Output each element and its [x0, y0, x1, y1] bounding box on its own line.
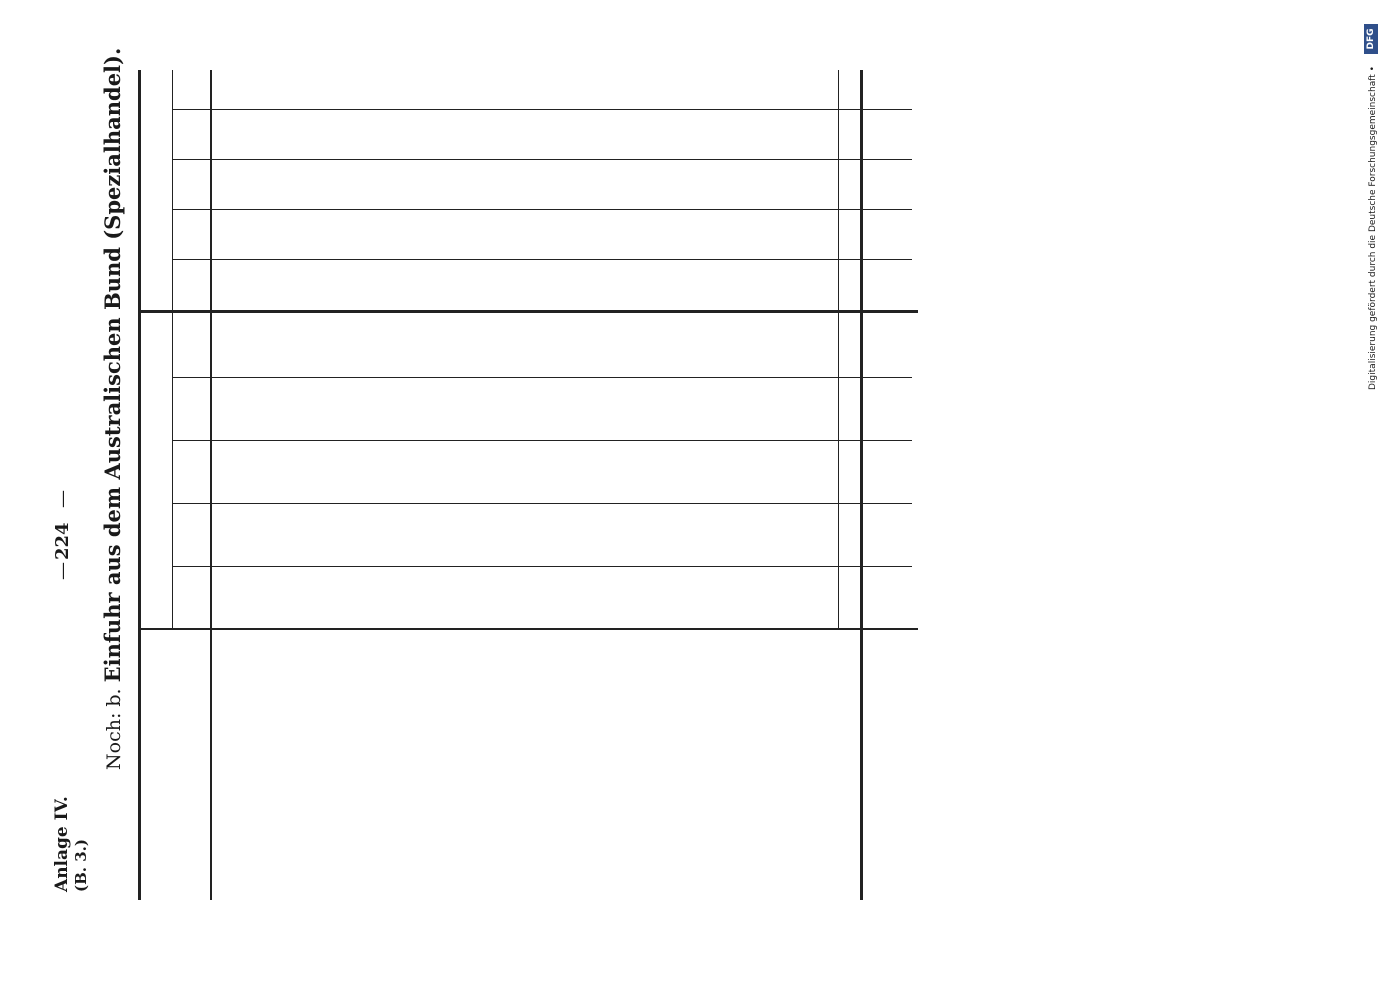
year-rule-v: [172, 70, 173, 310]
value-column-rule: [172, 109, 912, 110]
sum-top-rule: [838, 70, 839, 630]
quantity-column-rule: [172, 377, 912, 378]
year-rule-q: [172, 310, 173, 630]
dfg-logo: DFG: [1364, 24, 1378, 54]
sum-bottom-rule: [860, 70, 863, 900]
annex-label: Anlage IV.: [52, 796, 72, 892]
table-header-rule: [210, 70, 212, 900]
heading-prefix: Noch: b.: [103, 688, 125, 770]
page-heading: [100, 48, 125, 770]
credit-line: Digitalisierung gefördert durch die Deutsche Forschungsgemeinschaft •: [1368, 66, 1378, 390]
quantity-value-separator: [138, 310, 918, 313]
quantity-column-rule: [172, 566, 912, 567]
value-column-rule: [172, 159, 912, 160]
value-column-rule: [172, 209, 912, 210]
page-dash-right: —: [52, 490, 73, 508]
page-number: 224: [52, 522, 73, 560]
page-dash-left: —: [52, 562, 73, 580]
annex-sub-label: (B. 3.): [72, 839, 90, 892]
value-column-rule: [172, 259, 912, 260]
quantity-column-rule: [172, 503, 912, 504]
label-column-rule: [138, 628, 918, 630]
quantity-column-rule: [172, 440, 912, 441]
heading-title: Einfuhr aus dem Australischen Bund (Spezialhandel).: [100, 47, 125, 683]
table-top-rule: [138, 70, 141, 900]
